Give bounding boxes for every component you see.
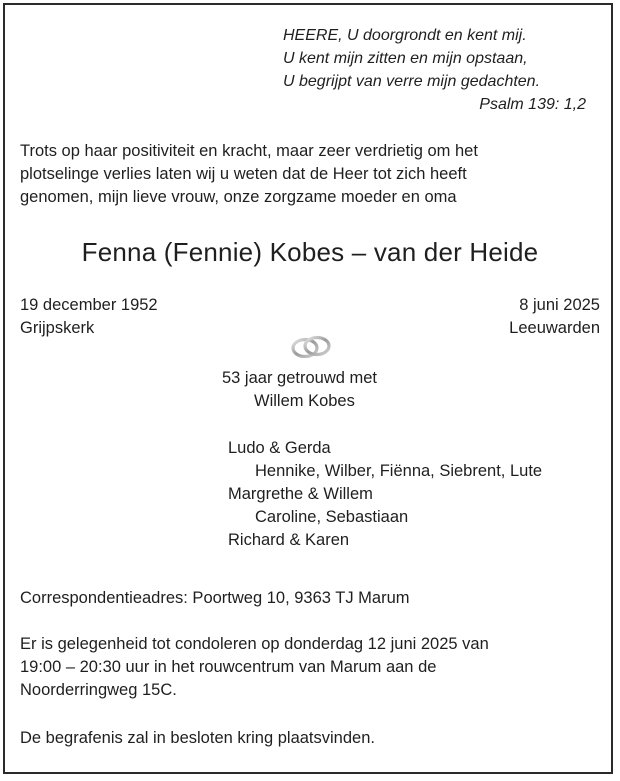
verse-reference: Psalm 139: 1,2 xyxy=(479,96,586,113)
spouse-name: Willem Kobes xyxy=(254,392,355,410)
condolence-line-2: 19:00 – 20:30 uur in het rouwcentrum van Marum aan de xyxy=(20,658,437,676)
wedding-rings-icon xyxy=(288,334,334,360)
deceased-name: Fenna (Fennie) Kobes – van der Heide xyxy=(81,237,539,267)
intro-line-3: genomen, mijn lieve vrouw, onze zorgzame moeder en oma xyxy=(20,188,457,206)
condolence-line-1: Er is gelegenheid tot condoleren op donderdag 12 juni 2025 van xyxy=(20,635,489,653)
family-line-3: Margrethe & Willem xyxy=(228,485,373,503)
birth-place: Grijpskerk xyxy=(20,319,95,337)
condolence-line-3: Noorderringweg 15C. xyxy=(20,681,177,699)
correspondence-address: Correspondentieadres: Poortweg 10, 9363 TJ Marum xyxy=(20,589,410,607)
family-line-4: Caroline, Sebastiaan xyxy=(255,508,409,526)
verse-line-1: HEERE, U doorgrondt en kent mij. xyxy=(283,27,527,44)
intro-line-1: Trots op haar positiviteit en kracht, maar zeer verdrietig om het xyxy=(20,142,478,160)
family-line-5: Richard & Karen xyxy=(228,531,350,549)
death-date: 8 juni 2025 xyxy=(519,296,600,314)
verse-line-3: U begrijpt van verre mijn gedachten. xyxy=(283,73,541,90)
marriage-line: 53 jaar getrouwd met xyxy=(222,369,378,387)
birth-date: 19 december 1952 xyxy=(20,296,158,314)
family-line-1: Ludo & Gerda xyxy=(228,439,331,457)
death-place: Leeuwarden xyxy=(509,319,600,337)
funeral-note: De begrafenis zal in besloten kring plaatsvinden. xyxy=(20,729,375,747)
intro-line-2: plotselinge verlies laten wij u weten dat de Heer tot zich heeft xyxy=(20,165,467,183)
verse-line-2: U kent mijn zitten en mijn opstaan, xyxy=(283,50,528,67)
family-line-2: Hennike, Wilber, Fiënna, Siebrent, Lute xyxy=(255,462,543,480)
